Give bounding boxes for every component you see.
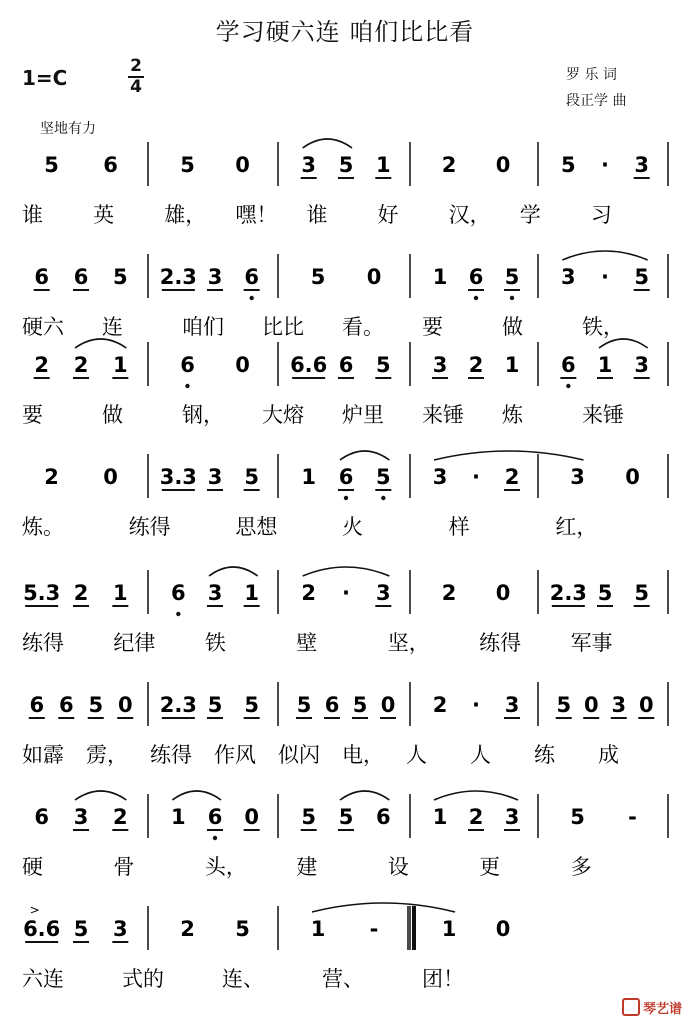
note: 5	[570, 805, 585, 829]
meter-numerator: 2	[130, 56, 142, 76]
lyric: 样	[448, 515, 470, 539]
lyric: 似闪	[278, 743, 320, 767]
note: 6.6	[23, 917, 61, 941]
note: 5.3	[23, 581, 61, 605]
note: 3	[301, 153, 316, 177]
note: 3	[634, 353, 649, 377]
slur	[303, 567, 390, 576]
low-octave-dot	[566, 384, 570, 388]
note: 6	[103, 153, 118, 177]
note: 5	[235, 917, 250, 941]
note: 5	[310, 265, 326, 289]
note: 6	[29, 693, 45, 717]
lyric: 如霹	[22, 743, 64, 767]
note: 1	[244, 581, 259, 605]
note: 5	[73, 917, 89, 941]
note: 6	[561, 353, 576, 377]
lyric: 谁	[306, 203, 328, 227]
note: 1	[113, 353, 128, 377]
note: 3	[634, 153, 649, 177]
lyric: 壁	[296, 631, 318, 655]
lyric: 看。	[342, 315, 384, 339]
lyric: 建	[296, 855, 318, 879]
low-octave-dot	[510, 296, 514, 300]
note: 1	[113, 581, 128, 605]
note: 5	[244, 693, 259, 717]
note: 3	[611, 693, 627, 717]
note: ·	[601, 153, 609, 177]
note: 0	[495, 917, 511, 941]
low-octave-dot	[176, 612, 180, 616]
note: 5	[352, 693, 368, 717]
lyric: 练得	[128, 515, 171, 539]
note: ·	[601, 265, 609, 289]
lyric: 炉里	[342, 403, 384, 427]
note: 0	[625, 465, 640, 489]
note: ·	[472, 465, 480, 489]
note: 6	[338, 353, 354, 377]
lyricist-credit: 罗 乐 词	[566, 67, 617, 83]
note: 6	[324, 693, 340, 717]
note: 6.6	[290, 353, 328, 377]
note: 3	[207, 265, 223, 289]
low-octave-dot	[381, 496, 385, 500]
slur	[434, 791, 518, 800]
note: 3	[432, 353, 448, 377]
slur	[562, 251, 647, 260]
note: 3	[432, 465, 448, 489]
key-signature: 1=C	[22, 66, 68, 90]
note: 3	[73, 805, 89, 829]
note: 6	[376, 805, 391, 829]
note: 2	[113, 805, 128, 829]
slur	[209, 567, 258, 576]
lyric: 做	[102, 403, 123, 427]
note: 5	[180, 153, 195, 177]
note: 6	[468, 265, 484, 289]
slur	[434, 451, 584, 460]
note: 0	[235, 353, 250, 377]
watermark-text: 琴艺谱	[642, 1002, 682, 1017]
note: 6	[58, 693, 74, 717]
note: 3.3	[159, 465, 197, 489]
note: 5	[296, 693, 312, 717]
note: 2	[44, 465, 59, 489]
note: 0	[235, 153, 250, 177]
lyric: 要	[22, 403, 43, 427]
lyric: 电，	[342, 743, 384, 767]
note: ·	[472, 693, 480, 717]
accent-mark: >	[29, 903, 40, 917]
lyric: 火	[342, 515, 363, 539]
lyric: 谁	[22, 203, 43, 227]
note: 2	[301, 581, 316, 605]
slur	[75, 791, 126, 800]
slur	[75, 339, 126, 348]
note: 5	[244, 465, 259, 489]
lyric: 成	[598, 743, 619, 767]
note: 0	[366, 265, 382, 289]
lyric: 雄，	[164, 203, 207, 227]
lyric: 军事	[570, 631, 613, 655]
lyric: 硬六	[22, 315, 64, 339]
note: 5	[597, 581, 613, 605]
note: 6	[244, 265, 259, 289]
slur	[312, 903, 455, 912]
low-octave-dot	[344, 496, 348, 500]
low-octave-dot	[474, 296, 478, 300]
note: 5	[556, 693, 572, 717]
lyric: 连	[102, 315, 123, 339]
note: 6	[338, 465, 354, 489]
lyric: 雳，	[86, 743, 128, 767]
lyric: 来锤	[422, 403, 464, 427]
slur	[599, 339, 648, 348]
slur	[340, 791, 389, 800]
note: 3	[207, 581, 223, 605]
note: 5	[88, 693, 104, 717]
lyric: 式的	[122, 967, 164, 991]
note: 2.3	[159, 693, 197, 717]
lyric: 学	[519, 203, 541, 227]
note: 1	[504, 353, 520, 377]
note: 2	[180, 917, 195, 941]
note: 5	[338, 805, 354, 829]
lyric: 硬	[22, 855, 43, 879]
low-octave-dot	[249, 296, 253, 300]
lyric: 红，	[555, 515, 598, 539]
lyric: 思想	[235, 515, 278, 539]
note: 1	[301, 465, 316, 489]
lyric: 多	[570, 855, 592, 879]
lyric: 做	[502, 315, 523, 339]
note: 1	[432, 265, 448, 289]
lyric: 比比	[262, 315, 304, 339]
lyric: 六连	[22, 967, 64, 991]
lyric: 习	[590, 203, 612, 227]
note: 3	[207, 465, 223, 489]
watermark	[622, 998, 682, 1017]
note: 1	[432, 805, 448, 829]
tempo-marking: 坚地有力	[40, 121, 96, 137]
composer-credit: 段正学 曲	[566, 93, 627, 109]
lyric: 营、	[322, 967, 364, 991]
lyric: 坚，	[387, 631, 430, 655]
lyric: 英	[93, 203, 115, 227]
lyric: 钢，	[182, 403, 224, 427]
note: 2	[441, 153, 457, 177]
note: 2	[504, 465, 520, 489]
note: 5	[634, 265, 649, 289]
note: 3	[113, 917, 128, 941]
lyric: 练	[534, 743, 555, 767]
note: 2.3	[159, 265, 197, 289]
note: -	[369, 917, 379, 941]
note: 3	[376, 581, 391, 605]
note: 5	[376, 353, 391, 377]
lyric: 作风	[214, 743, 256, 767]
lyric: 要	[422, 315, 443, 339]
note: 5	[207, 693, 223, 717]
note: 5	[113, 265, 128, 289]
note: 1	[376, 153, 391, 177]
note: 0	[583, 693, 599, 717]
note: 2	[441, 581, 457, 605]
note: 0	[244, 805, 259, 829]
song-title: 学习硬六连 咱们比比看	[215, 18, 475, 46]
lyric: 设	[387, 855, 409, 879]
note: 0	[103, 465, 118, 489]
lyric: 练得	[22, 631, 64, 655]
note: 2	[34, 353, 49, 377]
note: 2.3	[549, 581, 587, 605]
note: 3	[570, 465, 585, 489]
lyric: 汉，	[448, 203, 491, 227]
note: 0	[117, 693, 133, 717]
note: 3	[561, 265, 576, 289]
lyric: 来锤	[582, 403, 624, 427]
lyric: 更	[479, 855, 501, 879]
note: 0	[495, 153, 511, 177]
lyric: 大熔	[262, 403, 304, 427]
lyric: 纪律	[113, 631, 156, 655]
lyric: 练得	[150, 743, 192, 767]
note: 5	[376, 465, 391, 489]
note: 3	[504, 805, 520, 829]
note: 2	[468, 353, 484, 377]
note: 5	[301, 805, 316, 829]
piano-logo-icon	[622, 998, 640, 1016]
note: 5	[561, 153, 576, 177]
note: 5	[338, 153, 354, 177]
note: 1	[441, 917, 457, 941]
lyric: 团！	[422, 967, 464, 991]
note: 1	[597, 353, 613, 377]
meter-denominator: 4	[130, 77, 142, 97]
lyric: 嘿！	[235, 203, 278, 227]
lyric: 咱们	[182, 315, 224, 339]
low-octave-dot	[213, 836, 217, 840]
slur	[303, 139, 352, 148]
note: 5	[634, 581, 649, 605]
slur	[172, 791, 221, 800]
lyric: 头，	[204, 855, 247, 879]
note: 3	[504, 693, 520, 717]
note: 2	[73, 581, 89, 605]
lyric: 铁，	[582, 315, 624, 339]
note: 1	[171, 805, 186, 829]
lyric: 炼。	[22, 515, 64, 539]
note: 6	[207, 805, 223, 829]
slur	[340, 451, 389, 460]
low-octave-dot	[185, 384, 189, 388]
lyric: 好	[377, 203, 399, 227]
note: 0	[638, 693, 654, 717]
note: 2	[468, 805, 484, 829]
note: 6	[73, 265, 89, 289]
note: 6	[180, 353, 195, 377]
lyric: 炼	[502, 403, 523, 427]
lyric: 人	[406, 743, 427, 767]
lyric: 铁	[204, 631, 226, 655]
note: 5	[504, 265, 520, 289]
lyric: 练得	[479, 631, 522, 655]
note: ·	[342, 581, 350, 605]
lyric: 人	[470, 743, 491, 767]
lyric: 骨	[113, 855, 135, 879]
note: 2	[73, 353, 89, 377]
note: 0	[380, 693, 396, 717]
lyric: 连、	[222, 967, 264, 991]
note: 6	[34, 265, 49, 289]
note: 1	[310, 917, 326, 941]
note: -	[628, 805, 637, 829]
note: 0	[495, 581, 511, 605]
note: 2	[432, 693, 448, 717]
note: 6	[34, 805, 49, 829]
note: 5	[44, 153, 59, 177]
note: 6	[171, 581, 186, 605]
